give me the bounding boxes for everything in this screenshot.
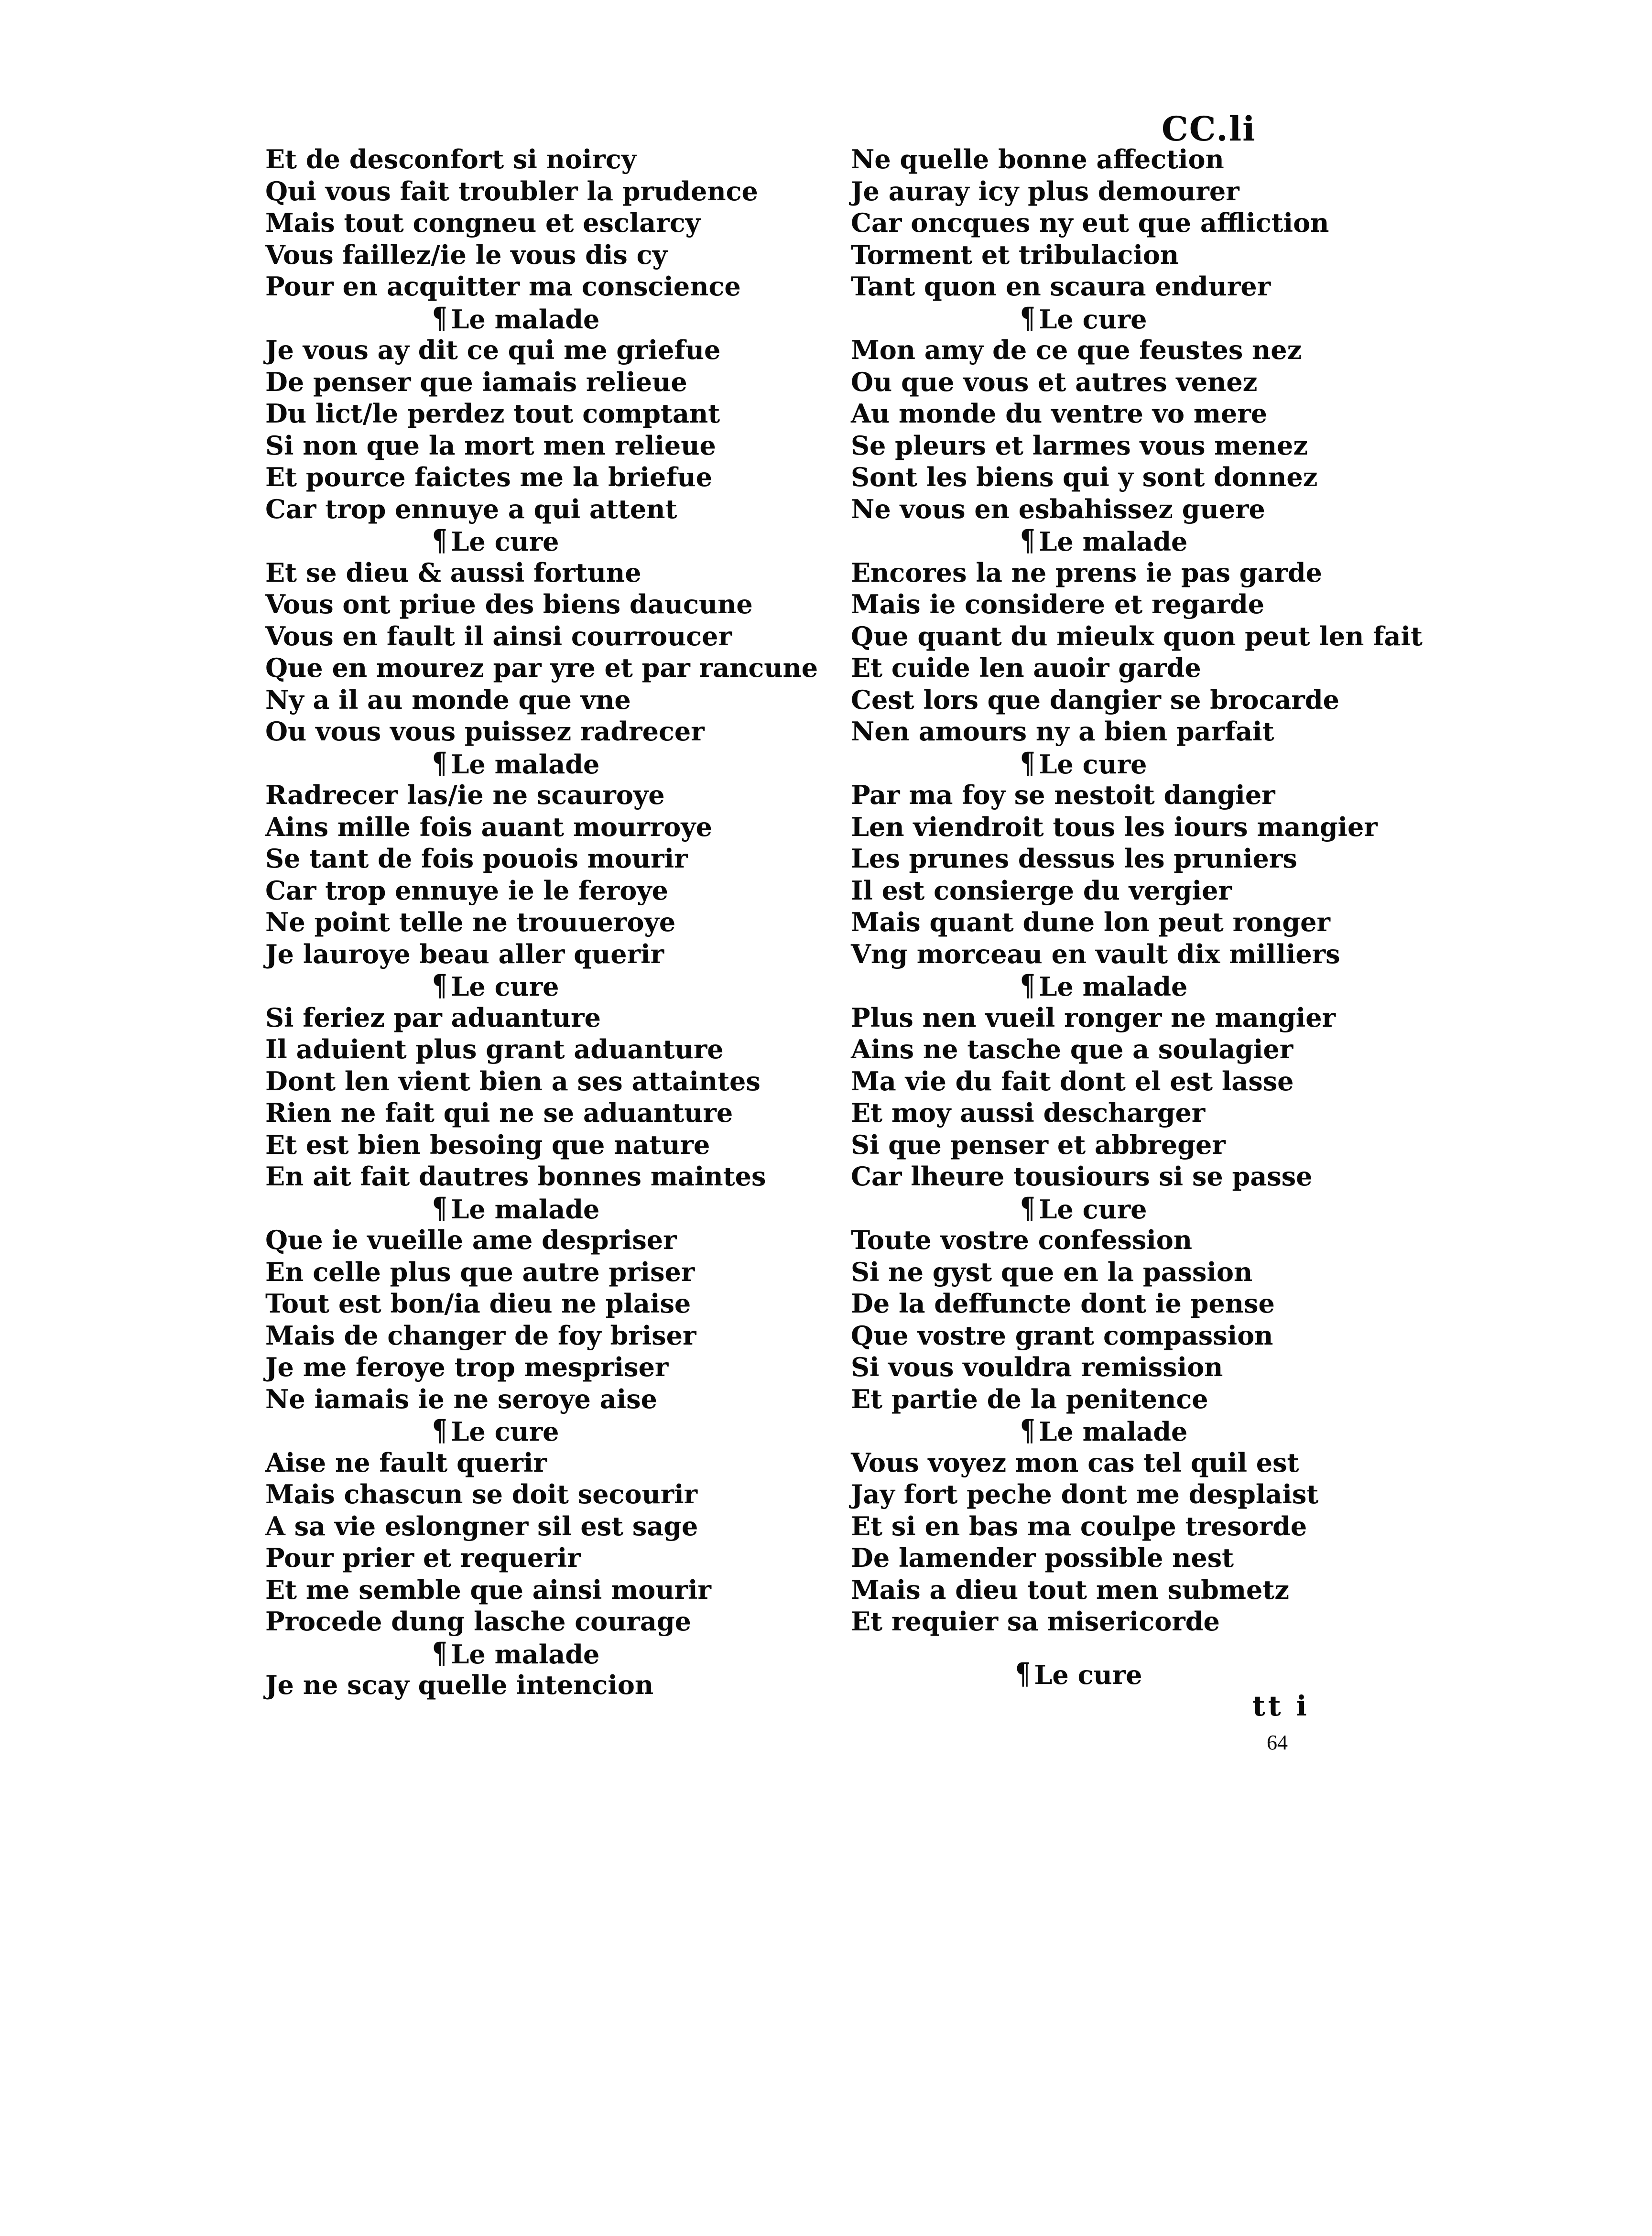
verse-line: Et de desconfort si noircy xyxy=(265,144,637,174)
verse-line: Ou vous vous puissez radrecer xyxy=(265,716,705,747)
pilcrow-icon: ¶ xyxy=(1020,745,1035,781)
verse-line: Ne quelle bonne affection xyxy=(851,144,1224,174)
verse-line: Je lauroye beau aller querir xyxy=(265,938,664,969)
verse-line: Vous faillez/ie le vous dis cy xyxy=(265,239,667,270)
verse-line: En ait fait dautres bonnes maintes xyxy=(265,1161,766,1192)
speaker-heading xyxy=(851,1190,1377,1226)
verse-line: Je vous ay dit ce qui me griefue xyxy=(265,335,721,365)
verse-line: Jay fort peche dont me desplaist xyxy=(851,1479,1319,1509)
verse-line: A sa vie eslongner sil est sage xyxy=(265,1510,698,1541)
pilcrow-icon: ¶ xyxy=(1020,300,1035,336)
verse-line: Nen amours ny a bien parfait xyxy=(851,716,1274,747)
verse-line: Plus nen vueil ronger ne mangier xyxy=(851,1002,1336,1033)
speaker-heading xyxy=(265,300,743,336)
verse-line: Car trop ennuye a qui attent xyxy=(265,493,677,524)
verse-line: Que quant du mieulx quon peut len fait xyxy=(851,620,1423,651)
verse-line: Je me feroye trop mespriser xyxy=(265,1352,669,1382)
verse-line: Len viendroit tous les iours mangier xyxy=(851,811,1378,842)
verse-line: Pour en acquitter ma conscience xyxy=(265,271,741,302)
speaker-label: Le malade xyxy=(451,1639,600,1670)
verse-line: Qui vous fait troubler la prudence xyxy=(265,175,758,206)
verse-line: De la deffuncte dont ie pense xyxy=(851,1288,1275,1319)
verse-line: Mais tout congneu et esclarcy xyxy=(265,207,700,238)
speaker-label: Le cure xyxy=(1039,1194,1147,1225)
speaker-label: Le malade xyxy=(451,749,600,780)
verse-line: Se tant de fois pouois mourir xyxy=(265,843,688,874)
pilcrow-icon: ¶ xyxy=(432,523,447,558)
verse-line: Vous en fault il ainsi courroucer xyxy=(265,620,732,651)
speaker-heading xyxy=(265,1190,743,1226)
verse-line: Mais ie considere et regarde xyxy=(851,589,1265,619)
verse-line: Et partie de la penitence xyxy=(851,1383,1208,1414)
pilcrow-icon: ¶ xyxy=(432,1413,447,1448)
verse-line: Pour prier et requerir xyxy=(265,1542,581,1573)
right-column xyxy=(851,143,1423,1638)
verse-line: Vng morceau en vault dix milliers xyxy=(851,938,1340,969)
verse-line: Tant quon en scaura endurer xyxy=(851,271,1271,302)
speaker-label: Le malade xyxy=(451,304,600,335)
page-number: 64 xyxy=(1267,1731,1288,1754)
verse-line: Encores la ne prens ie pas garde xyxy=(851,557,1323,588)
verse-line: Ne iamais ie ne seroye aise xyxy=(265,1383,657,1414)
pilcrow-icon: ¶ xyxy=(1020,1190,1035,1226)
verse-line: Si ne gyst que en la passion xyxy=(851,1256,1253,1287)
verse-line: Et est bien besoing que nature xyxy=(265,1129,710,1160)
verse-line: Ne point telle ne trouueroye xyxy=(265,907,676,937)
verse-line: Car oncques ny eut que affliction xyxy=(851,207,1329,238)
verse-line: Mais quant dune lon peut ronger xyxy=(851,907,1330,937)
verse-line: Je ne scay quelle intencion xyxy=(265,1670,654,1700)
pilcrow-icon: ¶ xyxy=(432,968,447,1003)
speaker-label: Le cure xyxy=(451,526,559,557)
verse-line: Procede dung lasche courage xyxy=(265,1606,691,1637)
verse-line: Et requier sa misericorde xyxy=(851,1606,1220,1637)
verse-line: Je auray icy plus demourer xyxy=(851,175,1239,206)
verse-line: Mais chascun se doit secourir xyxy=(265,1479,698,1509)
verse-line: Au monde du ventre vo mere xyxy=(851,398,1268,429)
verse-line: Que vostre grant compassion xyxy=(851,1320,1273,1351)
speaker-label: Le cure xyxy=(451,1416,559,1447)
verse-line: En celle plus que autre priser xyxy=(265,1256,695,1287)
verse-line: Rien ne fait qui ne se aduanture xyxy=(265,1097,733,1128)
pilcrow-icon: ¶ xyxy=(1015,1656,1031,1691)
verse-line: Les prunes dessus les pruniers xyxy=(851,843,1297,874)
verse-line: Car lheure tousiours si se passe xyxy=(851,1161,1313,1192)
verse-line: Radrecer las/ie ne scauroye xyxy=(265,780,665,810)
final-speaker-label: Le cure xyxy=(1034,1660,1142,1690)
verse-line: Tout est bon/ia dieu ne plaise xyxy=(265,1288,691,1319)
verse-line: Mais de changer de foy briser xyxy=(265,1320,696,1351)
verse-line: Si que penser et abbreger xyxy=(851,1129,1226,1160)
folio-mark: CC.li xyxy=(1162,109,1256,149)
verse-line: Ains mille fois auant mourroye xyxy=(265,811,712,842)
pilcrow-icon: ¶ xyxy=(1020,1413,1035,1448)
speaker-heading xyxy=(265,1415,743,1447)
final-speaker-heading xyxy=(1013,1656,1142,1691)
verse-line: De penser que iamais relieue xyxy=(265,366,687,397)
pilcrow-icon: ¶ xyxy=(432,1190,447,1226)
verse-line: Que en mourez par yre et par rancune xyxy=(265,652,818,683)
speaker-heading xyxy=(851,970,1377,1002)
verse-line: Ains ne tasche que a soulagier xyxy=(851,1034,1293,1064)
verse-line: Et pource faictes me la briefue xyxy=(265,462,713,492)
verse-line: Torment et tribulacion xyxy=(851,239,1179,270)
verse-line: Ne vous en esbahissez guere xyxy=(851,493,1265,524)
verse-line: Et se dieu & aussi fortune xyxy=(265,557,641,588)
speaker-label: Le cure xyxy=(451,971,559,1002)
speaker-heading xyxy=(265,525,743,557)
speaker-label: Le malade xyxy=(1039,526,1188,557)
verse-line: Toute vostre confession xyxy=(851,1225,1193,1255)
verse-line: Vous ont priue des biens daucune xyxy=(265,589,753,619)
verse-line: Dont len vient bien a ses attaintes xyxy=(265,1065,761,1096)
pilcrow-icon: ¶ xyxy=(1020,523,1035,558)
verse-line: Si non que la mort men relieue xyxy=(265,430,716,461)
speaker-label: Le malade xyxy=(1039,1416,1188,1447)
verse-line: Ny a il au monde que vne xyxy=(265,684,631,715)
verse-line: Et me semble que ainsi mourir xyxy=(265,1574,712,1605)
speaker-label: Le malade xyxy=(1039,971,1188,1002)
verse-line: De lamender possible nest xyxy=(851,1542,1234,1573)
verse-line: Mais a dieu tout men submetz xyxy=(851,1574,1289,1605)
verse-line: Et si en bas ma coulpe tresorde xyxy=(851,1510,1307,1541)
left-column xyxy=(265,143,818,1701)
speaker-label: Le cure xyxy=(1039,749,1147,780)
pilcrow-icon: ¶ xyxy=(1020,968,1035,1003)
verse-line: Sont les biens qui y sont donnez xyxy=(851,462,1318,492)
verse-line: Se pleurs et larmes vous menez xyxy=(851,430,1308,461)
signature-mark: tt i xyxy=(1252,1690,1310,1722)
verse-line: Du lict/le perdez tout comptant xyxy=(265,398,720,429)
verse-line: Ma vie du fait dont el est lasse xyxy=(851,1065,1294,1096)
speaker-heading xyxy=(851,745,1377,781)
verse-line: Mon amy de ce que feustes nez xyxy=(851,335,1302,365)
verse-line: Vous voyez mon cas tel quil est xyxy=(851,1447,1299,1478)
verse-line: Si feriez par aduanture xyxy=(265,1002,601,1033)
speaker-label: Le cure xyxy=(1039,304,1147,335)
verse-line: Que ie vueille ame despriser xyxy=(265,1225,677,1255)
speaker-heading xyxy=(265,970,743,1002)
verse-line: Cest lors que dangier se brocarde xyxy=(851,684,1339,715)
verse-line: Car trop ennuye ie le feroye xyxy=(265,875,668,906)
verse-line: Il aduient plus grant aduanture xyxy=(265,1034,724,1064)
speaker-heading xyxy=(851,300,1377,336)
verse-line: Aise ne fault querir xyxy=(265,1447,547,1478)
verse-line: Et cuide len auoir garde xyxy=(851,652,1201,683)
verse-line: Si vous vouldra remission xyxy=(851,1352,1223,1382)
verse-line: Ou que vous et autres venez xyxy=(851,366,1258,397)
speaker-heading xyxy=(851,525,1377,557)
verse-line: Par ma foy se nestoit dangier xyxy=(851,780,1275,810)
verse-line: Et moy aussi descharger xyxy=(851,1097,1206,1128)
speaker-label: Le malade xyxy=(451,1194,600,1225)
speaker-heading xyxy=(851,1415,1377,1447)
verse-line: Il est consierge du vergier xyxy=(851,875,1232,906)
speaker-heading xyxy=(265,1635,743,1671)
pilcrow-icon: ¶ xyxy=(432,300,447,336)
speaker-heading xyxy=(265,745,743,781)
pilcrow-icon: ¶ xyxy=(432,745,447,781)
pilcrow-icon: ¶ xyxy=(432,1635,447,1671)
